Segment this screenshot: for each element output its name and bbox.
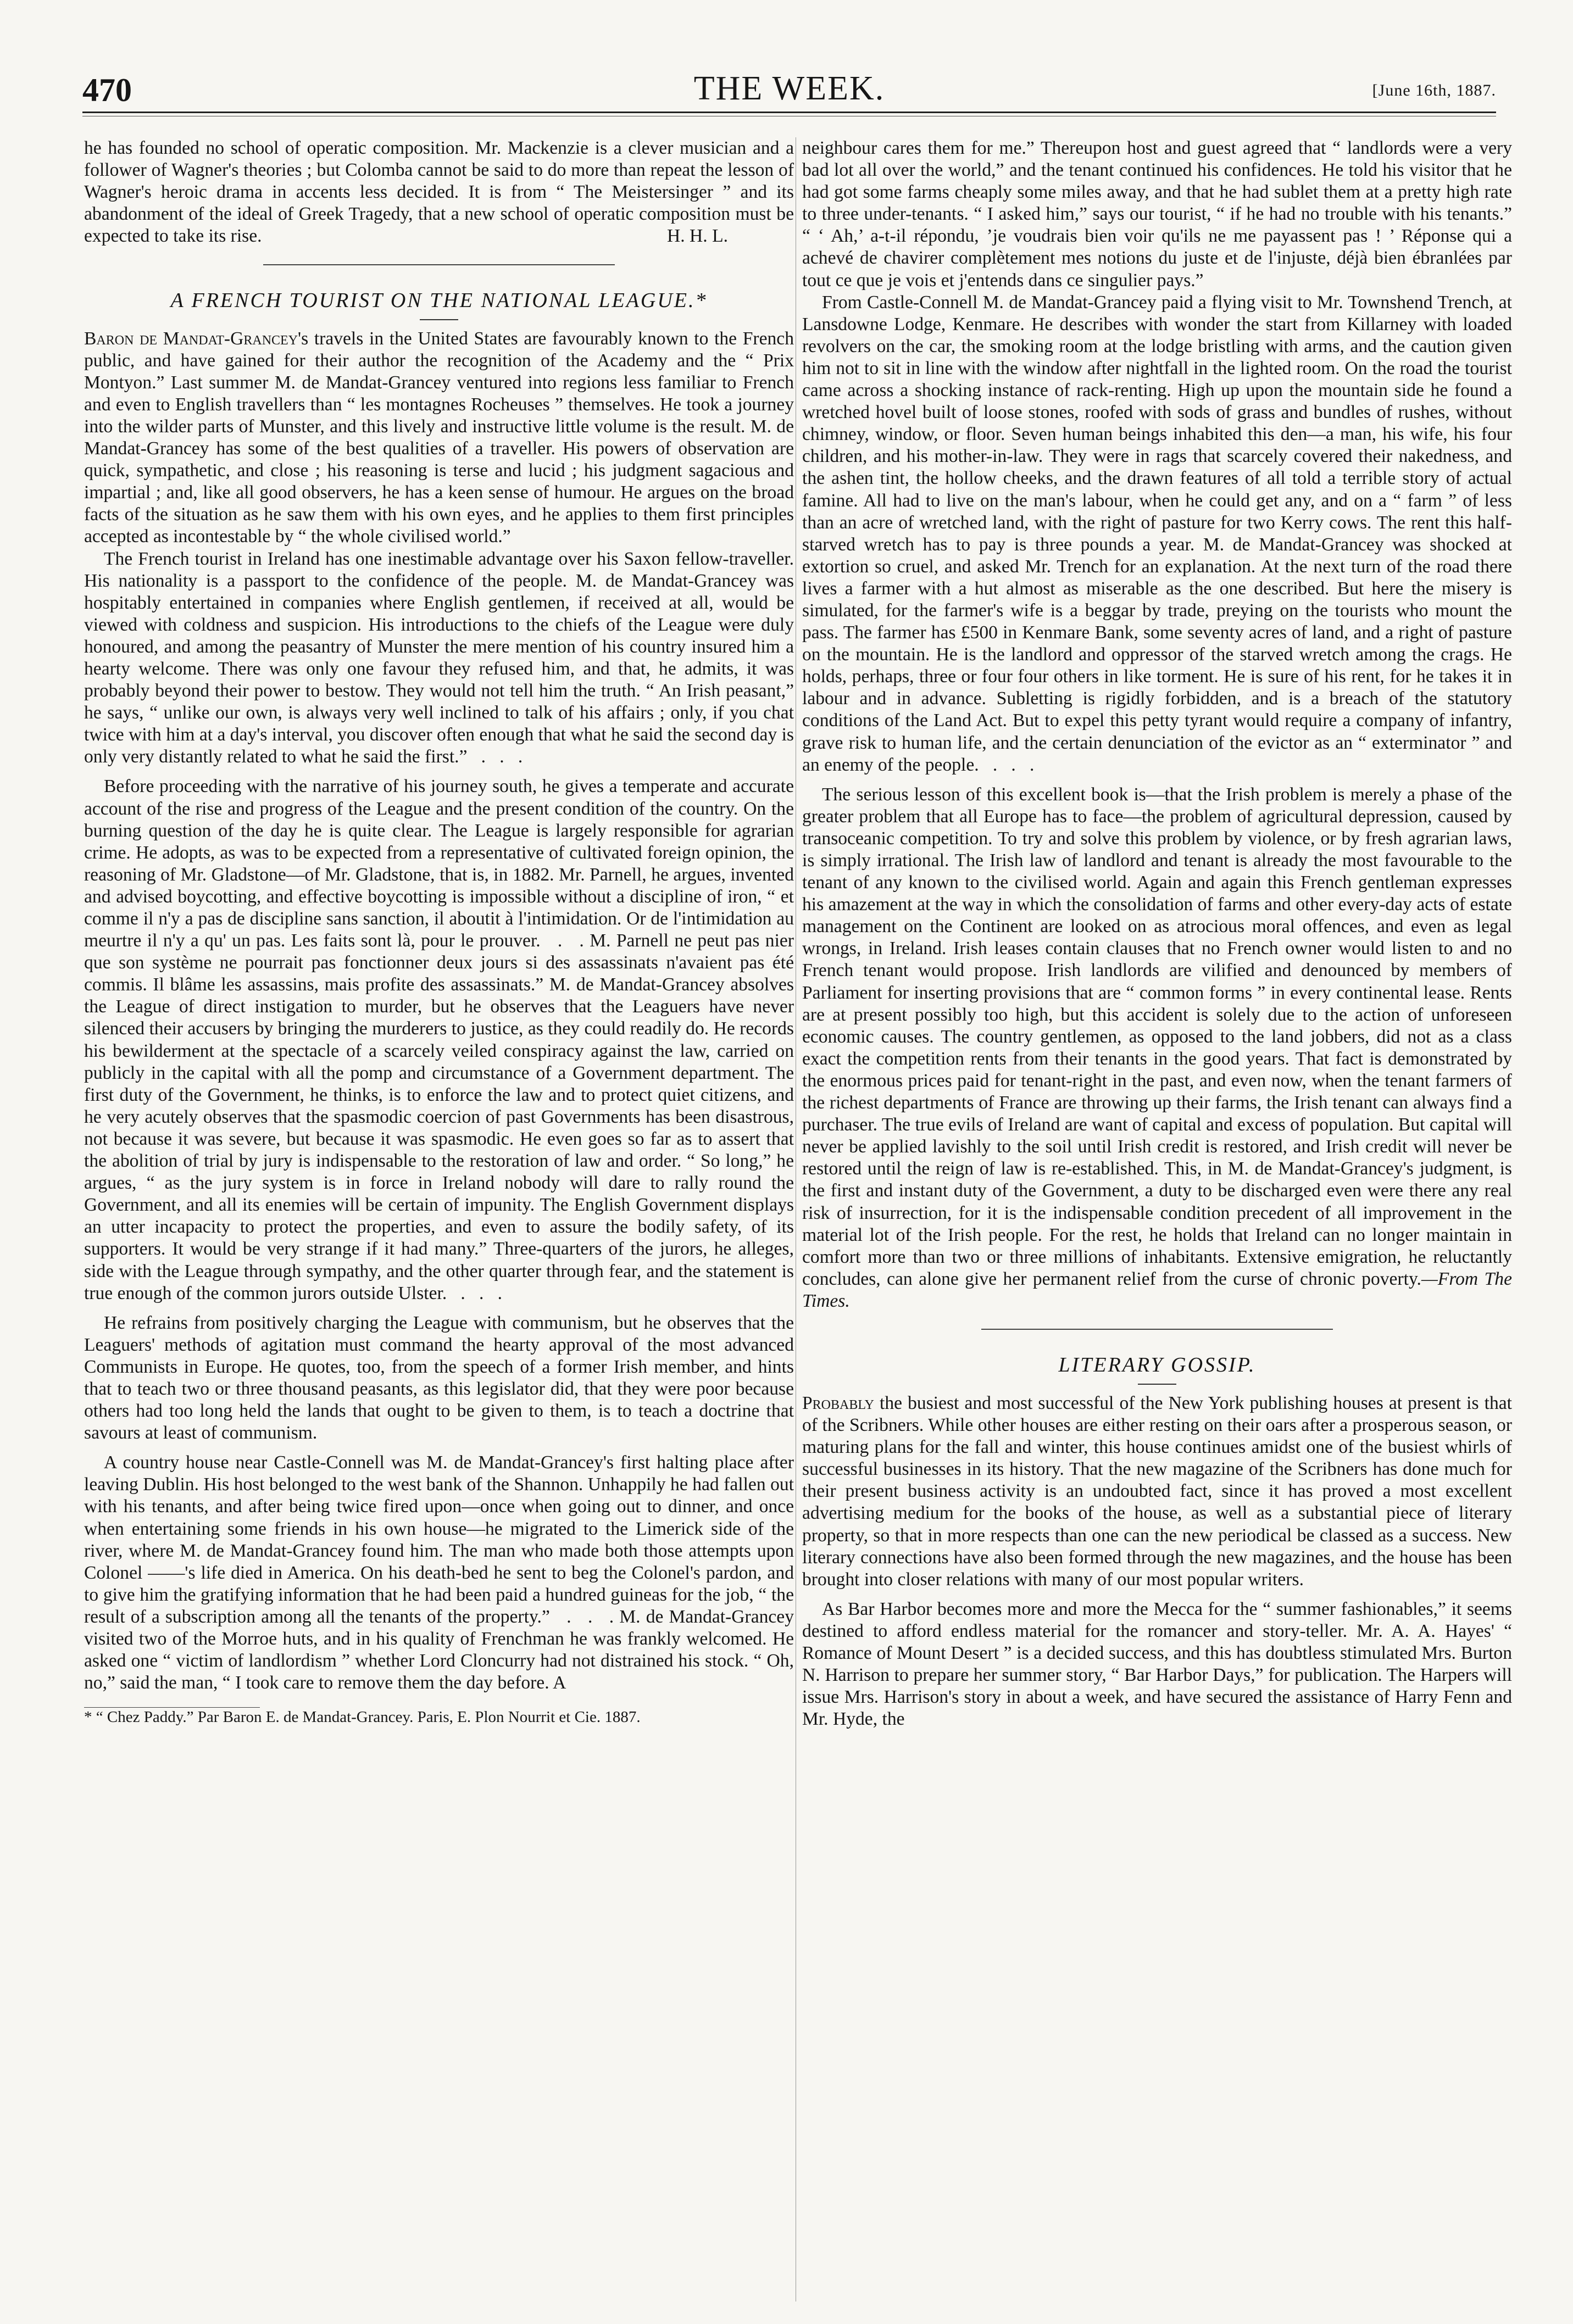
section-title: LITERARY GOSSIP.	[1058, 1353, 1256, 1376]
title-rule	[1138, 1384, 1176, 1385]
intro-paragraph: he has founded no school of operatic composition. Mr. Mackenzie is a clever musician and a follower of Wagner's theories ; but Colomba cannot be said to do more than repeat the lesson of Wagner's heroic drama in accents less decided. It is from “ The Meistersinger ” and its abandonment of the ideal of Greek Tragedy, that a new school of operatic composition must be expected to take its rise.	[84, 138, 794, 247]
paragraph-text: the busiest and most successful of the New York publishing houses at present is that of the Scribners. While other houses are either resting on their oars after a prosperous season, or maturing plans for the fall and winter, this house continues amidst one of the busiest whirls of successful businesses in its history. That the new magazine of the Scribners has done much for their present business activity is an undoubted fact, since it has proved a most excellent advertising medium for the books of the house, as well as a substantial piece of literary property, so that in more respects than one can the new periodical be classed as a success. New literary connections have also been formed through the new magazines, and the house has been brought into closer relations with many of our most popular writers.	[802, 1392, 1512, 1590]
lead-in: Probably	[802, 1392, 874, 1413]
footnote: * “ Chez Paddy.” Par Baron E. de Mandat-Grancey. Paris, E. Plon Nourrit et Cie. 1887.	[84, 1708, 641, 1726]
article-title: A FRENCH TOURIST ON THE NATIONAL LEAGUE.*	[170, 288, 708, 312]
right-column	[802, 137, 1512, 1730]
title-rule	[420, 319, 458, 320]
article-paragraph: From Castle-Connell M. de Mandat-Grancey paid a flying visit to Mr. Townshend Trench, at Lansdowne Lodge, Kenmare. He describes with wonder the start from Killarney with loaded revolvers on the car, the smoking room at the lodge bristling with arms, and the caution given him not to sit in line with the window after nightfall in the lighted room. On the road the tourist came across a shocking instance of rack-renting. High up upon the mountain side he found a wretched hovel built of loose stones, roofed with sods of grass and bundles of rushes, without chimney, window, or floor. Seven human beings inhabited this den—a man, his wife, his four children, and his mother-in-law. They were in rags that scarcely covered their nakedness, and the ashen tint, the hollow cheeks, and the drawn features of all told a terrible story of actual famine. All had to live on the man's labour, when he could get any, and on a “ farm ” of less than an acre of wretched land, with the right of pasture for two Kerry cows. The rent this half-starved wretch has to pay is three pounds a year. M. de Mandat-Grancey was shocked at extortion so cruel, and asked Mr. Trench for an explanation. At the next turn of the road there lives a farmer with a hut almost as miserable as the one described. But here the misery is simulated, for the farmer's wife is a beggar by trade, preying on the tourists who mount the pass. The farmer has £500 in Kenmare Bank, some seventy acres of land, and a right of pasture on the mountain. He is the landlord and oppressor of the starved wretch among the crags. He holds, perhaps, three or four four others in like torment. He is sure of his rent, for he takes it in labour and in advance. Subletting is rigidly forbidden, and is a breach of the statutory conditions of the Land Act. But to expel this petty tyrant would require a company of infantry, grave risk to human life, and the certain denunciation of the evictor as an “ exterminator ” and an enemy of the people. . . .	[802, 292, 1512, 775]
header-rule	[82, 112, 1496, 113]
left-column	[84, 137, 794, 1726]
gossip-paragraph: As Bar Harbor becomes more and more the Mecca for the “ summer fashionables,” it seems destined to afford endless material for the romancer and story-teller. Mr. A. A. Hayes' “ Romance of Mount Desert ” is a decided success, and this has doubtless stimulated Mrs. Burton N. Harrison to prepare her summer story, “ Bar Harbor Days,” for publication. The Harpers will issue Mrs. Harrison's story in about a week, and have secured the assistance of Harry Fenn and Mr. Hyde, the	[802, 1598, 1512, 1730]
issue-date: [June 16th, 1887.	[1372, 81, 1496, 99]
article-paragraph: The French tourist in Ireland has one inestimable advantage over his Saxon fellow-traveller. His nationality is a passport to the confidence of the people. M. de Mandat-Grancey was hospitably entertained in companies where English gentlemen, if received at all, would be viewed with coldness and suspicion. His introductions to the chiefs of the League were duly honoured, and among the peasantry of Munster the mere mention of his country insured him a hearty welcome. There was only one favour they refused him, and that, he admits, it was probably beyond their power to bestow. They would not tell him the truth. “ An Irish peasant,” he says, “ unlike our own, is always very well inclined to talk of his affairs ; only, if you chat twice with him at a day's interval, you discover often enough that what he said the second day is only very distantly related to what he said the first.” . . .	[84, 548, 794, 767]
lead-in: Baron de Mandat-Grancey	[84, 328, 298, 349]
article-paragraph: A country house near Castle-Connell was M. de Mandat-Grancey's first halting place after leaving Dublin. His host belonged to the west bank of the Shannon. Unhappily he had fallen out with his tenants, and after being twice fired upon—once when going out to dinner, and once when entertaining some friends in his own house—he migrated to the Limerick side of the river, where M. de Mandat-Grancey found him. The man who made both those attempts upon Colonel ——'s life died in America. On his death-bed he sent to beg the Colonel's pardon, and to give him the gratifying information that he had been paid a hundred guineas for the job, “ the result of a subscription among all the tenants of the property.” . . . M. de Mandat-Grancey visited two of the Morroe huts, and in his quality of Frenchman he was frankly welcomed. He asked one “ victim of landlordism ” whether Lord Cloncurry had not distrained his stock. “ Oh, no,” said the man, “ I took care to remove them the day before. A	[84, 1452, 794, 1693]
masthead: THE WEEK.	[693, 70, 885, 107]
paragraph-text: The serious lesson of this excellent book is—that the Irish problem is merely a phase of the greater problem that all Europe has to face—the problem of agricultural depression, caused by transoceanic competition. To try and solve this problem by violence, or by fresh agrarian laws, is simply irrational. The Irish law of landlord and tenant is already the most favourable to the tenant of any known to the civilised world. Again and again this French gentleman expresses his amazement at the way in which the consolidation of farms and other every-day acts of estate management on the Continent are looked on as atrocious moral offences, and even as legal wrongs, in Ireland. Irish leases contain clauses that no French owner would listen to and no French tenant would propose. Irish landlords are vilified and denounced by members of Parliament for inserting provisions that are “ common forms ” in every continental lease. Rents are at present possibly too high, but this accident is solely due to the action of unforeseen economic causes. The country gentlemen, as opposed to the land jobbers, did not as a class exact the competition rents from their tenants in the good years. That fact is demonstrated by the enormous prices paid for tenant-right in the past, and even now, when the tenant farmers of the richest departments of France are throwing up their farms, the Irish tenant can always find a purchaser. The true evils of Ireland are want of capital and excess of population. But capital will never be applied lavishly to the soil until Irish credit is restored, and Irish credit will never be restored until the reign of law is re-established. This, in M. de Mandat-Grancey's judgment, is the first and instant duty of the Government, a duty to be discharged even were there any real risk of insurrection, for it is the indispensable condition precedent of all improvement in the material lot of the Irish people. For the rest, he holds that Ireland can no longer maintain in comfort more than two or three millions of inhabitants. Extensive emigration, he reluctantly concludes, can alone give her permanent relief from the curse of chronic poverty.	[802, 784, 1512, 1289]
intro-signature: H. H. L.	[667, 226, 728, 247]
article-paragraph	[802, 784, 1512, 1312]
section-separator	[263, 264, 615, 265]
article-paragraph: He refrains from positively charging the League with communism, but he observes that the Leaguers' methods of agitation must command the hearty approval of the most advanced Communists in Europe. He quotes, too, from the speech of a former Irish member, and hints that to teach two or three thousand peasants, as this legislator did, that they were poor because others had too long held the lands that ought to be given to them, is to teach a doctrine that savours at least of communism.	[84, 1312, 794, 1444]
page-header	[82, 65, 1496, 109]
paragraph-text: 's travels in the United States are favourably known to the French public, and have gained for their author the recognition of the Academy and the “ Prix Montyon.” Last summer M. de Mandat-Grancey ventured into regions less familiar to French and even to English travellers than “ les montagnes Rocheuses ” themselves. He took a journey into the wilder parts of Munster, and this lively and instructive little volume is the result. M. de Mandat-Grancey has some of the best qualities of a traveller. His powers of observation are quick, sympathetic, and close ; his reasoning is terse and lucid ; his judgment sagacious and impartial ; and, like all good observers, he has a keen sense of humour. He argues on the broad facts of the situation as he saw them with his own eyes, and he applies to them first principles accepted as incontestable by “ the whole civilised world.”	[84, 328, 794, 547]
source-credit: —From The Times.	[802, 1268, 1512, 1311]
section-separator	[981, 1329, 1333, 1330]
article-paragraph: Before proceeding with the narrative of his journey south, he gives a temperate and accurate account of the rise and progress of the League and the present condition of the country. On the burning question of the day he is quite clear. The League is largely responsible for agrarian crime. He adopts, as was to be expected from a representative of cultivated foreign opinion, the reasoning of Mr. Gladstone—of Mr. Gladstone, that is, in 1882. Mr. Parnell, he argues, invented and advised boycotting, and effective boycotting is impossible without a discipline of iron, “ et comme il n'y a pas de discipline sans sanction, il aboutit à l'intimidation. Or de l'intimidation au meurtre il n'y a qu' un pas. Les faits sont là, pour le prouver. . . M. Parnell ne peut pas nier que son système ne pourrait pas fonctionner deux jours si des assassinats n'avaient pas été commis. Il blâme les assassins, mais profite des assassinats.” M. de Mandat-Grancey absolves the League of direct instigation to murder, but he observes that the Leaguers have never silenced their accusers by bringing the murderers to justice, as they could readily do. He records his bewilderment at the spectacle of a scarcely veiled conspiracy against the law, carried on publicly in the capital with all the pomp and circumstance of a Government department. The first duty of the Government, he thinks, is to enforce the law and to protect quiet citizens, and he very acutely observes that the spasmodic coercion of past Governments has been disastrous, not because it was severe, but because it was spasmodic. He even goes so far as to assert that the abolition of trial by jury is indispensable to the restoration of law and order. “ So long,” he argues, “ as the jury system is in force in Ireland nobody will dare to rally round the Government, and all its enemies will be certain of impunity. The English Government displays an utter incapacity to protect the properties, and even to assure the bodily safety, of its supporters. It would be very strange if it had many.” Three-quarters of the jurors, he alleges, side with the League through sympathy, and the other quarter through fear, and the statement is true enough of the common jurors outside Ulster. . . .	[84, 776, 794, 1303]
gossip-paragraph	[802, 1392, 1512, 1591]
article-paragraph: neighbour cares them for me.” Thereupon host and guest agreed that “ landlords were a very bad lot all over the world,” and the tenant continued his confidences. He told his visitor that he had got some farms cheaply some miles away, and that he had sublet them at a pretty high rate to three under-tenants. “ I asked him,” says our tourist, “ if he had no trouble with his tenants.” “ ‘ Ah,’ a-t-il répondu, ’je voudrais bien voir qu'ils ne me payassent pas ! ’ Réponse qui a achevé de chavirer complètement mes notions du juste et de l'injuste, déjà bien ébranlées par tout ce que je vois et j'entends dans ce singulier pays.”	[802, 138, 1512, 291]
page-number: 470	[82, 72, 132, 108]
article-paragraph	[84, 328, 794, 548]
